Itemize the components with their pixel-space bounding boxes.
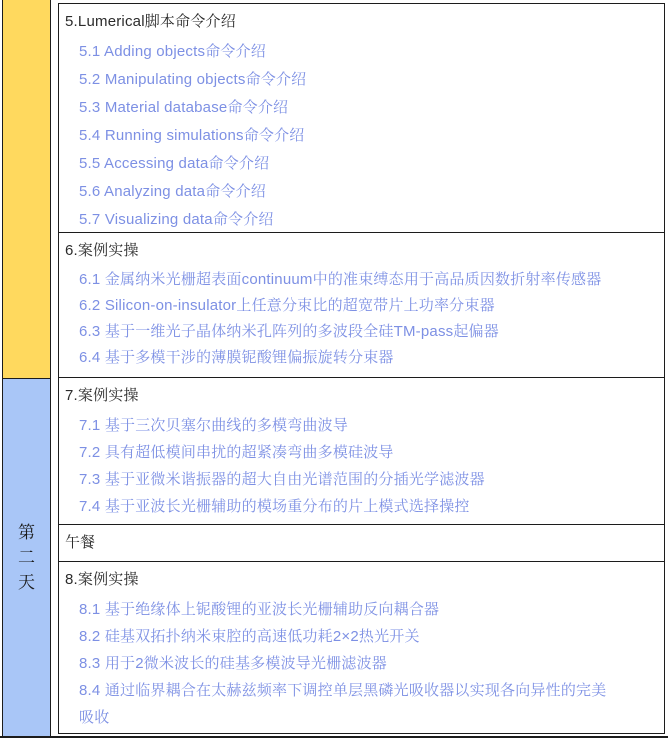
agenda-item: 5.5 Accessing data命令介绍 (79, 155, 270, 172)
agenda-item: 5.3 Material database命令介绍 (79, 99, 289, 116)
section-items (65, 412, 654, 520)
lunch-row (59, 524, 664, 561)
agenda-item: 6.3 基于一维光子晶体纳米孔阵列的多波段全硅TM-pass起偏器 (79, 323, 499, 340)
day-label-char: 二 (18, 548, 35, 567)
agenda-item: 5.1 Adding objects命令介绍 (79, 43, 266, 60)
agenda-item: 7.3 基于亚微米谐振器的超大自由光谱范围的分插光学滤波器 (79, 471, 485, 488)
section-row-8 (59, 561, 664, 733)
agenda-item: 7.4 基于亚波长光栅辅助的模场重分布的片上模式选择操控 (79, 498, 470, 515)
section-row-6 (59, 232, 664, 377)
section-title: 7.案例实操 (65, 387, 139, 404)
agenda-item: 7.1 基于三次贝塞尔曲线的多模弯曲波导 (79, 417, 349, 434)
lunch-label: 午餐 (65, 534, 96, 551)
day2-cell (3, 379, 50, 736)
agenda-item: 5.6 Analyzing data命令介绍 (79, 183, 266, 200)
section-items (65, 38, 654, 234)
day-label-char: 第 (18, 523, 35, 542)
agenda-item: 8.3 用于2微米波长的硅基多模波导光栅滤波器 (79, 655, 387, 672)
agenda-item: 5.7 Visualizing data命令介绍 (79, 211, 274, 228)
day-label (18, 520, 35, 595)
agenda-item: 6.2 Silicon-on-insulator上任意分束比的超宽带片上功率分束器 (79, 297, 495, 314)
day-label-char: 天 (18, 573, 35, 592)
agenda-item: 6.4 基于多模干涉的薄膜铌酸锂偏振旋转分束器 (79, 349, 394, 366)
section-title: 6.案例实操 (65, 242, 139, 259)
agenda-item: 5.2 Manipulating objects命令介绍 (79, 71, 307, 88)
schedule-table (58, 3, 665, 734)
agenda-item: 8.4 通过临界耦合在太赫兹频率下调控单层黑磷光吸收器以实现各向异性的完美吸收 (79, 682, 607, 726)
agenda-item: 6.1 金属纳米光栅超表面continuum中的准束缚态用于高品质因数折射率传感器 (79, 271, 602, 288)
day-column (2, 0, 51, 736)
section-items (65, 267, 654, 371)
section-items (65, 596, 654, 731)
day1-cell-remainder (3, 0, 50, 379)
section-row-5 (59, 4, 664, 232)
section-row-7 (59, 377, 664, 524)
agenda-item: 5.4 Running simulations命令介绍 (79, 127, 305, 144)
section-title: 8.案例实操 (65, 571, 139, 588)
table-bottom-border (0, 736, 668, 738)
agenda-item: 8.2 硅基双拓扑纳米束腔的高速低功耗2×2热光开关 (79, 628, 420, 645)
agenda-item: 8.1 基于绝缘体上铌酸锂的亚波长光栅辅助反向耦合器 (79, 601, 440, 618)
section-title: 5.Lumerical脚本命令介绍 (65, 13, 236, 30)
agenda-item: 7.2 具有超低模间串扰的超紧凑弯曲多模硅波导 (79, 444, 394, 461)
